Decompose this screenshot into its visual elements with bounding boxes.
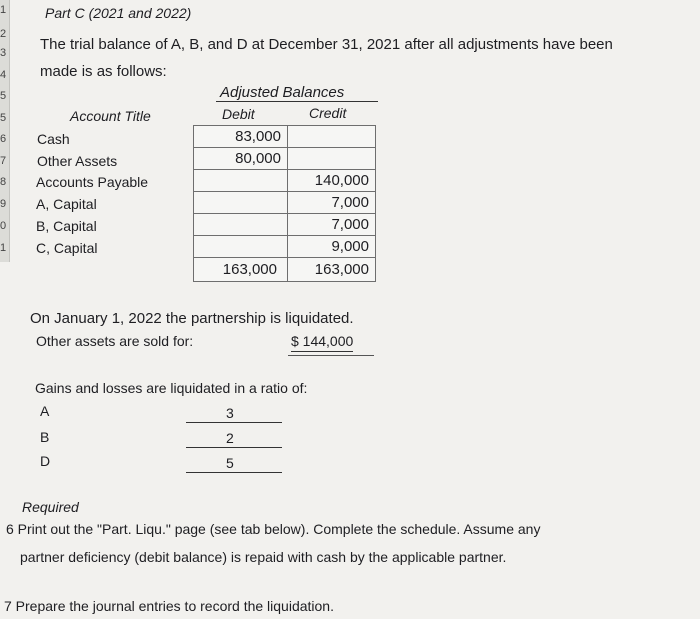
ratio-value: 3: [226, 405, 234, 421]
row-number: 7: [0, 155, 7, 167]
intro-line-1: The trial balance of A, B, and D at December 31, 2021 after all adjustments have been: [40, 36, 613, 53]
account-title: Other Assets: [37, 153, 118, 169]
ratio-underline: [186, 472, 282, 473]
part-title: Part C (2021 and 2022): [45, 5, 192, 21]
row-number: 3: [0, 47, 7, 59]
partner-name: A: [40, 403, 50, 419]
credit-value: 140,000: [314, 172, 369, 189]
required-item-7: 7 Prepare the journal entries to record the liquidation.: [4, 598, 334, 614]
row-number: 5: [0, 112, 7, 124]
credit-value: 7,000: [331, 216, 369, 233]
account-title: Accounts Payable: [36, 174, 149, 190]
partner-name: D: [40, 453, 51, 469]
total-credit: 163,000: [314, 261, 369, 278]
debit-header: Debit: [222, 106, 255, 122]
debit-cell: [193, 213, 288, 236]
other-assets-label: Other assets are sold for:: [36, 333, 194, 349]
row-number: 1: [0, 4, 7, 16]
intro-line-2: made is as follows:: [40, 63, 167, 80]
credit-value: 9,000: [331, 238, 369, 255]
credit-cell: [287, 125, 376, 148]
required-item-6-line-1: 6 Print out the "Part. Liqu." page (see tab below). Complete the schedule. Assume any: [6, 521, 541, 537]
required-heading: Required: [22, 499, 79, 515]
debit-value: 83,000: [235, 128, 281, 145]
debit-value: 80,000: [235, 150, 281, 167]
partner-name: B: [40, 429, 50, 445]
account-title: A, Capital: [36, 196, 97, 212]
credit-cell: [287, 147, 376, 170]
total-debit: 163,000: [222, 261, 277, 278]
row-number: 0: [0, 220, 7, 232]
row-number: 8: [0, 176, 7, 188]
credit-header: Credit: [309, 105, 347, 121]
debit-cell: [193, 169, 288, 192]
row-number: 6: [0, 133, 7, 145]
account-title: C, Capital: [36, 240, 98, 256]
credit-value: 7,000: [331, 194, 369, 211]
required-item-6-line-2: partner deficiency (debit balance) is repaid with cash by the applicable partner.: [20, 549, 507, 565]
ratio-value: 2: [226, 430, 234, 446]
row-number: 1: [0, 242, 7, 254]
other-assets-value: $ 144,000: [291, 333, 353, 352]
debit-cell: [193, 191, 288, 214]
account-title: Cash: [37, 131, 70, 147]
account-title-header: Account Title: [70, 108, 151, 124]
ratio-value: 5: [226, 455, 234, 471]
debit-cell: [193, 235, 288, 258]
row-number: 5: [0, 90, 7, 102]
row-number: 9: [0, 198, 7, 210]
ratio-underline: [186, 447, 282, 448]
value-underline: [288, 355, 374, 356]
row-number: 4: [0, 69, 7, 81]
header-underline: [216, 101, 378, 102]
ratio-underline: [186, 422, 282, 423]
account-title: B, Capital: [36, 218, 97, 234]
liquidation-line: On January 1, 2022 the partnership is liquidated.: [30, 310, 354, 327]
adjusted-balances-header: Adjusted Balances: [220, 84, 345, 101]
ratio-heading: Gains and losses are liquidated in a ratio of:: [35, 380, 308, 396]
row-number: 2: [0, 28, 7, 40]
